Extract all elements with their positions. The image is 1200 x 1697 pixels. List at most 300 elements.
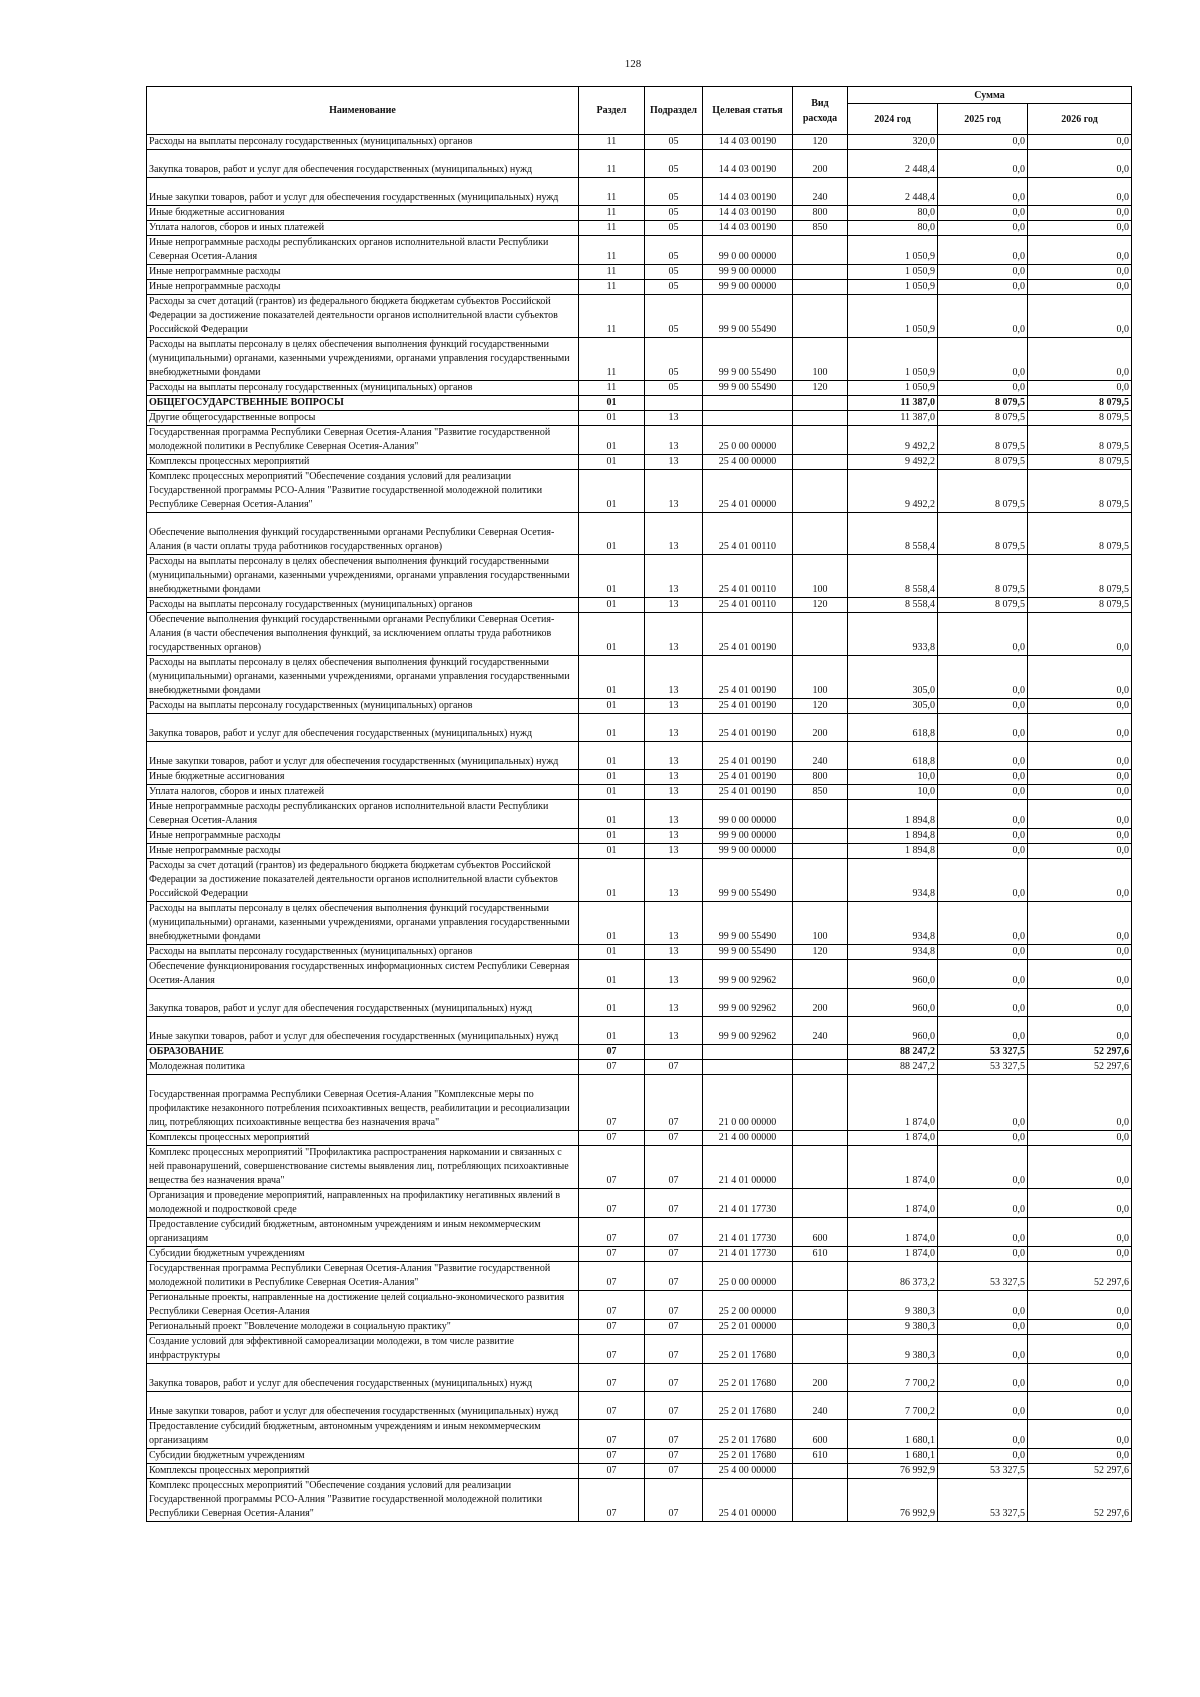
cell-name: Уплата налогов, сборов и иных платежей	[147, 785, 579, 800]
cell-2026: 0,0	[1028, 1189, 1132, 1218]
table-row	[147, 960, 1132, 989]
cell-name: Расходы за счет дотаций (грантов) из федерального бюджета бюджетам субъектов Российской Федерации за достижение показателей деятельности органов исполнительной власти субъектов Российской Федерации	[147, 295, 579, 338]
cell-name: Иные непрограммные расходы	[147, 265, 579, 280]
cell-target: 21 0 00 00000	[703, 1075, 793, 1131]
cell-target: 14 4 03 00190	[703, 135, 793, 150]
cell-name: Предоставление субсидий бюджетным, автономным учреждениям и иным некоммерческим организациям	[147, 1420, 579, 1449]
cell-2025: 53 327,5	[938, 1262, 1028, 1291]
cell-subsection: 05	[645, 280, 703, 295]
cell-2024: 8 558,4	[848, 598, 938, 613]
cell-2024: 1 894,8	[848, 800, 938, 829]
cell-section: 01	[579, 989, 645, 1017]
cell-target: 25 4 01 00190	[703, 785, 793, 800]
cell-target: 21 4 01 17730	[703, 1189, 793, 1218]
cell-subsection: 13	[645, 455, 703, 470]
cell-type: 100	[793, 555, 848, 598]
cell-name: Обеспечение выполнения функций государственными органами Республики Северная Осетия-Алания (в части обеспечения выполнения функций, за исключением оплаты труда работников государственных органов)	[147, 613, 579, 656]
cell-2024: 1 894,8	[848, 844, 938, 859]
cell-subsection: 07	[645, 1392, 703, 1420]
cell-2024: 1 050,9	[848, 295, 938, 338]
cell-section: 07	[579, 1075, 645, 1131]
cell-2026: 0,0	[1028, 785, 1132, 800]
cell-target: 25 4 01 00190	[703, 699, 793, 714]
cell-2024: 9 380,3	[848, 1320, 938, 1335]
cell-2024: 8 558,4	[848, 555, 938, 598]
cell-2026: 0,0	[1028, 1335, 1132, 1364]
cell-name: Комплексы процессных мероприятий	[147, 1464, 579, 1479]
table-row	[147, 656, 1132, 699]
cell-subsection: 13	[645, 770, 703, 785]
cell-2026: 8 079,5	[1028, 455, 1132, 470]
cell-subsection: 05	[645, 221, 703, 236]
cell-subsection: 05	[645, 381, 703, 396]
cell-2026: 52 297,6	[1028, 1479, 1132, 1522]
cell-type	[793, 1262, 848, 1291]
cell-subsection: 13	[645, 699, 703, 714]
cell-subsection: 07	[645, 1075, 703, 1131]
cell-section: 01	[579, 598, 645, 613]
cell-target	[703, 1045, 793, 1060]
cell-name: Государственная программа Республики Северная Осетия-Алания "Развитие государственной молодежной политики в Республике Северная Осетия-Алания"	[147, 426, 579, 455]
table-row	[147, 1218, 1132, 1247]
cell-2024: 960,0	[848, 960, 938, 989]
cell-2025: 0,0	[938, 150, 1028, 178]
cell-2026: 0,0	[1028, 1320, 1132, 1335]
cell-type: 240	[793, 742, 848, 770]
cell-2024: 305,0	[848, 699, 938, 714]
cell-2026: 0,0	[1028, 1449, 1132, 1464]
cell-subsection: 13	[645, 411, 703, 426]
cell-target: 14 4 03 00190	[703, 178, 793, 206]
table-row	[147, 265, 1132, 280]
cell-type	[793, 1464, 848, 1479]
cell-type	[793, 613, 848, 656]
cell-2026: 0,0	[1028, 613, 1132, 656]
cell-2025: 0,0	[938, 1335, 1028, 1364]
cell-type	[793, 800, 848, 829]
cell-name: Региональные проекты, направленные на достижение целей социально-экономического развития Республики Северная Осетия-Алания	[147, 1291, 579, 1320]
cell-section: 07	[579, 1146, 645, 1189]
cell-type	[793, 1189, 848, 1218]
table-row	[147, 800, 1132, 829]
cell-2025: 0,0	[938, 945, 1028, 960]
cell-name: Иные непрограммные расходы	[147, 829, 579, 844]
cell-target: 25 4 00 00000	[703, 455, 793, 470]
cell-name: Молодежная политика	[147, 1060, 579, 1075]
cell-name: Организация и проведение мероприятий, направленных на профилактику негативных явлений в молодежной и подростковой среде	[147, 1189, 579, 1218]
cell-2024: 1 680,1	[848, 1420, 938, 1449]
cell-2026: 0,0	[1028, 338, 1132, 381]
cell-2025: 0,0	[938, 178, 1028, 206]
cell-subsection: 13	[645, 859, 703, 902]
cell-subsection: 13	[645, 945, 703, 960]
cell-target: 25 2 01 17680	[703, 1335, 793, 1364]
cell-2026: 0,0	[1028, 829, 1132, 844]
cell-section: 11	[579, 206, 645, 221]
cell-type: 610	[793, 1449, 848, 1464]
cell-target: 99 9 00 55490	[703, 295, 793, 338]
cell-2025: 53 327,5	[938, 1479, 1028, 1522]
cell-subsection: 13	[645, 844, 703, 859]
cell-name: Иные бюджетные ассигнования	[147, 206, 579, 221]
cell-2024: 934,8	[848, 902, 938, 945]
cell-2024: 8 558,4	[848, 513, 938, 555]
cell-section: 11	[579, 135, 645, 150]
cell-section: 01	[579, 960, 645, 989]
cell-type	[793, 470, 848, 513]
cell-target: 99 0 00 00000	[703, 800, 793, 829]
cell-target: 99 9 00 55490	[703, 338, 793, 381]
cell-2025: 0,0	[938, 1218, 1028, 1247]
cell-target: 25 2 01 17680	[703, 1449, 793, 1464]
cell-name: Субсидии бюджетным учреждениям	[147, 1247, 579, 1262]
cell-section: 01	[579, 800, 645, 829]
cell-target: 21 4 00 00000	[703, 1131, 793, 1146]
cell-2026: 0,0	[1028, 945, 1132, 960]
cell-2025: 8 079,5	[938, 426, 1028, 455]
cell-2024: 11 387,0	[848, 411, 938, 426]
cell-2025: 0,0	[938, 295, 1028, 338]
cell-type	[793, 844, 848, 859]
table-row	[147, 1464, 1132, 1479]
cell-2026: 0,0	[1028, 1420, 1132, 1449]
cell-2025: 0,0	[938, 1189, 1028, 1218]
cell-name: Расходы за счет дотаций (грантов) из федерального бюджета бюджетам субъектов Российской Федерации за достижение показателей деятельности органов исполнительной власти субъектов Российской Федерации	[147, 859, 579, 902]
cell-type	[793, 1045, 848, 1060]
table-row	[147, 1060, 1132, 1075]
cell-type	[793, 513, 848, 555]
cell-target: 25 4 01 00190	[703, 742, 793, 770]
cell-section: 11	[579, 338, 645, 381]
cell-2026: 8 079,5	[1028, 426, 1132, 455]
cell-2024: 9 492,2	[848, 426, 938, 455]
cell-2024: 960,0	[848, 989, 938, 1017]
cell-section: 11	[579, 221, 645, 236]
cell-2024: 1 874,0	[848, 1247, 938, 1262]
cell-target	[703, 1060, 793, 1075]
cell-type: 100	[793, 656, 848, 699]
cell-target: 25 0 00 00000	[703, 426, 793, 455]
cell-name: Комплекс процессных мероприятий "Обеспечение создания условий для реализации Государственной программы РСО-Алния "Развитие государственной молодежной политики Республике Северная Осетия-Алания"	[147, 470, 579, 513]
cell-2026: 0,0	[1028, 770, 1132, 785]
cell-2026: 52 297,6	[1028, 1262, 1132, 1291]
cell-2026: 0,0	[1028, 236, 1132, 265]
cell-2026: 0,0	[1028, 1146, 1132, 1189]
cell-2025: 0,0	[938, 1392, 1028, 1420]
cell-section: 11	[579, 178, 645, 206]
cell-name: Субсидии бюджетным учреждениям	[147, 1449, 579, 1464]
cell-2026: 0,0	[1028, 221, 1132, 236]
cell-name: Расходы на выплаты персоналу государственных (муниципальных) органов	[147, 135, 579, 150]
header-2025: 2025 год	[938, 104, 1028, 135]
table-row	[147, 829, 1132, 844]
cell-2024: 2 448,4	[848, 178, 938, 206]
table-row	[147, 785, 1132, 800]
cell-2024: 76 992,9	[848, 1464, 938, 1479]
cell-2026: 0,0	[1028, 295, 1132, 338]
cell-name: Иные закупки товаров, работ и услуг для обеспечения государственных (муниципальных) нужд	[147, 178, 579, 206]
table-row	[147, 1017, 1132, 1045]
cell-2026: 0,0	[1028, 989, 1132, 1017]
cell-section: 07	[579, 1320, 645, 1335]
table-row	[147, 742, 1132, 770]
cell-target: 25 2 01 00000	[703, 1320, 793, 1335]
cell-2024: 7 700,2	[848, 1392, 938, 1420]
cell-2025: 8 079,5	[938, 555, 1028, 598]
cell-subsection: 07	[645, 1060, 703, 1075]
table-row	[147, 613, 1132, 656]
header-target: Целевая статья	[703, 87, 793, 135]
cell-2025: 8 079,5	[938, 470, 1028, 513]
cell-target: 99 9 00 92962	[703, 1017, 793, 1045]
cell-type	[793, 426, 848, 455]
cell-2025: 0,0	[938, 221, 1028, 236]
cell-subsection: 07	[645, 1364, 703, 1392]
cell-section: 07	[579, 1335, 645, 1364]
cell-target: 21 4 01 00000	[703, 1146, 793, 1189]
cell-type	[793, 455, 848, 470]
table-row	[147, 1262, 1132, 1291]
cell-2026: 0,0	[1028, 178, 1132, 206]
cell-name: Уплата налогов, сборов и иных платежей	[147, 221, 579, 236]
cell-subsection: 07	[645, 1247, 703, 1262]
table-row	[147, 280, 1132, 295]
cell-2025: 0,0	[938, 135, 1028, 150]
cell-section: 01	[579, 426, 645, 455]
cell-target: 25 4 01 00110	[703, 598, 793, 613]
table-row	[147, 513, 1132, 555]
table-row	[147, 135, 1132, 150]
table-row	[147, 1320, 1132, 1335]
cell-2024: 305,0	[848, 656, 938, 699]
cell-subsection	[645, 1045, 703, 1060]
cell-2024: 2 448,4	[848, 150, 938, 178]
cell-type	[793, 1479, 848, 1522]
cell-section: 01	[579, 470, 645, 513]
cell-name: Государственная программа Республики Северная Осетия-Алания "Комплексные меры по профилактике незаконного потребления психоактивных веществ, реабилитации и ресоциализации лиц, потребляющих психоактивные вещества без назначения врача"	[147, 1075, 579, 1131]
table-row	[147, 859, 1132, 902]
cell-2026: 0,0	[1028, 381, 1132, 396]
table-row	[147, 555, 1132, 598]
cell-2024: 11 387,0	[848, 396, 938, 411]
cell-2026: 0,0	[1028, 714, 1132, 742]
cell-type: 200	[793, 1364, 848, 1392]
cell-2024: 76 992,9	[848, 1479, 938, 1522]
cell-subsection: 13	[645, 1017, 703, 1045]
cell-target: 99 9 00 55490	[703, 945, 793, 960]
cell-2026: 52 297,6	[1028, 1045, 1132, 1060]
cell-2024: 1 874,0	[848, 1189, 938, 1218]
cell-subsection: 07	[645, 1262, 703, 1291]
cell-subsection: 07	[645, 1146, 703, 1189]
cell-2026: 0,0	[1028, 206, 1132, 221]
cell-2025: 0,0	[938, 1131, 1028, 1146]
cell-target: 25 2 01 17680	[703, 1364, 793, 1392]
cell-2025: 0,0	[938, 960, 1028, 989]
cell-2024: 1 874,0	[848, 1075, 938, 1131]
header-type: Вид расхода	[793, 87, 848, 135]
cell-2025: 53 327,5	[938, 1060, 1028, 1075]
cell-target: 25 4 01 00000	[703, 470, 793, 513]
cell-section: 07	[579, 1218, 645, 1247]
cell-name: Закупка товаров, работ и услуг для обеспечения государственных (муниципальных) нужд	[147, 150, 579, 178]
table-row	[147, 1335, 1132, 1364]
cell-2025: 0,0	[938, 1017, 1028, 1045]
cell-2025: 0,0	[938, 1247, 1028, 1262]
table-row	[147, 206, 1132, 221]
header-sum: Сумма	[848, 87, 1132, 104]
cell-subsection: 05	[645, 265, 703, 280]
table-row	[147, 295, 1132, 338]
cell-type	[793, 1131, 848, 1146]
cell-subsection: 07	[645, 1335, 703, 1364]
cell-subsection: 07	[645, 1479, 703, 1522]
cell-section: 01	[579, 411, 645, 426]
cell-target: 14 4 03 00190	[703, 221, 793, 236]
cell-section: 07	[579, 1131, 645, 1146]
cell-2024: 1 894,8	[848, 829, 938, 844]
cell-type	[793, 295, 848, 338]
cell-2024: 618,8	[848, 742, 938, 770]
cell-subsection: 13	[645, 742, 703, 770]
cell-2026: 0,0	[1028, 1075, 1132, 1131]
cell-2024: 88 247,2	[848, 1045, 938, 1060]
cell-section: 01	[579, 829, 645, 844]
cell-name: Иные бюджетные ассигнования	[147, 770, 579, 785]
cell-2026: 8 079,5	[1028, 396, 1132, 411]
cell-section: 01	[579, 770, 645, 785]
cell-type	[793, 859, 848, 902]
cell-section: 01	[579, 714, 645, 742]
cell-2024: 934,8	[848, 859, 938, 902]
header-2026: 2026 год	[1028, 104, 1132, 135]
cell-2026: 0,0	[1028, 280, 1132, 295]
cell-type: 600	[793, 1420, 848, 1449]
cell-target: 99 9 00 00000	[703, 265, 793, 280]
header-name: Наименование	[147, 87, 579, 135]
cell-subsection: 13	[645, 785, 703, 800]
cell-target: 99 9 00 55490	[703, 902, 793, 945]
cell-name: Иные непрограммные расходы республиканских органов исполнительной власти Республики Северная Осетия-Алания	[147, 236, 579, 265]
cell-subsection: 07	[645, 1189, 703, 1218]
cell-section: 01	[579, 1017, 645, 1045]
cell-2024: 9 380,3	[848, 1335, 938, 1364]
cell-2025: 0,0	[938, 1449, 1028, 1464]
cell-2024: 7 700,2	[848, 1364, 938, 1392]
cell-2026: 0,0	[1028, 150, 1132, 178]
table-body	[147, 135, 1132, 1522]
cell-2026: 0,0	[1028, 1291, 1132, 1320]
cell-2026: 52 297,6	[1028, 1060, 1132, 1075]
cell-2025: 8 079,5	[938, 513, 1028, 555]
cell-type: 850	[793, 785, 848, 800]
cell-2025: 0,0	[938, 236, 1028, 265]
cell-type	[793, 280, 848, 295]
cell-section: 01	[579, 555, 645, 598]
cell-name: ОБЩЕГОСУДАРСТВЕННЫЕ ВОПРОСЫ	[147, 396, 579, 411]
table-row	[147, 470, 1132, 513]
table-row	[147, 1364, 1132, 1392]
cell-type	[793, 1060, 848, 1075]
cell-2025: 0,0	[938, 844, 1028, 859]
cell-2026: 8 079,5	[1028, 555, 1132, 598]
cell-2026: 0,0	[1028, 1247, 1132, 1262]
cell-name: Иные закупки товаров, работ и услуг для обеспечения государственных (муниципальных) нужд	[147, 742, 579, 770]
cell-subsection: 13	[645, 989, 703, 1017]
cell-name: Иные непрограммные расходы	[147, 844, 579, 859]
cell-2025: 0,0	[938, 770, 1028, 785]
cell-2025: 0,0	[938, 381, 1028, 396]
cell-2025: 0,0	[938, 1146, 1028, 1189]
cell-2026: 0,0	[1028, 699, 1132, 714]
cell-type: 120	[793, 598, 848, 613]
cell-subsection	[645, 396, 703, 411]
cell-target: 25 4 01 00110	[703, 513, 793, 555]
cell-2025: 8 079,5	[938, 455, 1028, 470]
cell-2024: 1 050,9	[848, 265, 938, 280]
cell-subsection: 07	[645, 1291, 703, 1320]
cell-type	[793, 1291, 848, 1320]
cell-subsection: 07	[645, 1449, 703, 1464]
cell-type: 800	[793, 206, 848, 221]
cell-section: 11	[579, 150, 645, 178]
cell-2026: 8 079,5	[1028, 411, 1132, 426]
table-row	[147, 1146, 1132, 1189]
cell-section: 01	[579, 396, 645, 411]
cell-name: Другие общегосударственные вопросы	[147, 411, 579, 426]
cell-subsection: 05	[645, 150, 703, 178]
cell-section: 07	[579, 1060, 645, 1075]
cell-2025: 0,0	[938, 699, 1028, 714]
cell-2024: 933,8	[848, 613, 938, 656]
table-row	[147, 411, 1132, 426]
cell-subsection: 13	[645, 714, 703, 742]
cell-2026: 0,0	[1028, 656, 1132, 699]
table-row	[147, 1189, 1132, 1218]
cell-target: 25 4 01 00190	[703, 770, 793, 785]
table-row	[147, 1449, 1132, 1464]
cell-name: Закупка товаров, работ и услуг для обеспечения государственных (муниципальных) нужд	[147, 1364, 579, 1392]
cell-type	[793, 265, 848, 280]
cell-target: 25 2 00 00000	[703, 1291, 793, 1320]
cell-2025: 0,0	[938, 1420, 1028, 1449]
cell-target: 99 9 00 55490	[703, 381, 793, 396]
cell-section: 07	[579, 1464, 645, 1479]
cell-2025: 0,0	[938, 742, 1028, 770]
table-row	[147, 381, 1132, 396]
cell-2025: 53 327,5	[938, 1045, 1028, 1060]
cell-name: Иные закупки товаров, работ и услуг для обеспечения государственных (муниципальных) нужд	[147, 1392, 579, 1420]
table-row	[147, 1479, 1132, 1522]
cell-2026: 8 079,5	[1028, 470, 1132, 513]
cell-subsection: 13	[645, 902, 703, 945]
cell-type: 120	[793, 945, 848, 960]
cell-subsection: 13	[645, 613, 703, 656]
cell-2025: 0,0	[938, 1320, 1028, 1335]
cell-subsection: 07	[645, 1131, 703, 1146]
cell-type: 200	[793, 150, 848, 178]
cell-2025: 0,0	[938, 800, 1028, 829]
table-row	[147, 1131, 1132, 1146]
cell-section: 01	[579, 513, 645, 555]
table-row	[147, 396, 1132, 411]
cell-2026: 52 297,6	[1028, 1464, 1132, 1479]
cell-subsection: 05	[645, 295, 703, 338]
cell-target: 25 4 00 00000	[703, 1464, 793, 1479]
cell-type	[793, 1335, 848, 1364]
cell-2024: 9 492,2	[848, 470, 938, 513]
table-row	[147, 426, 1132, 455]
